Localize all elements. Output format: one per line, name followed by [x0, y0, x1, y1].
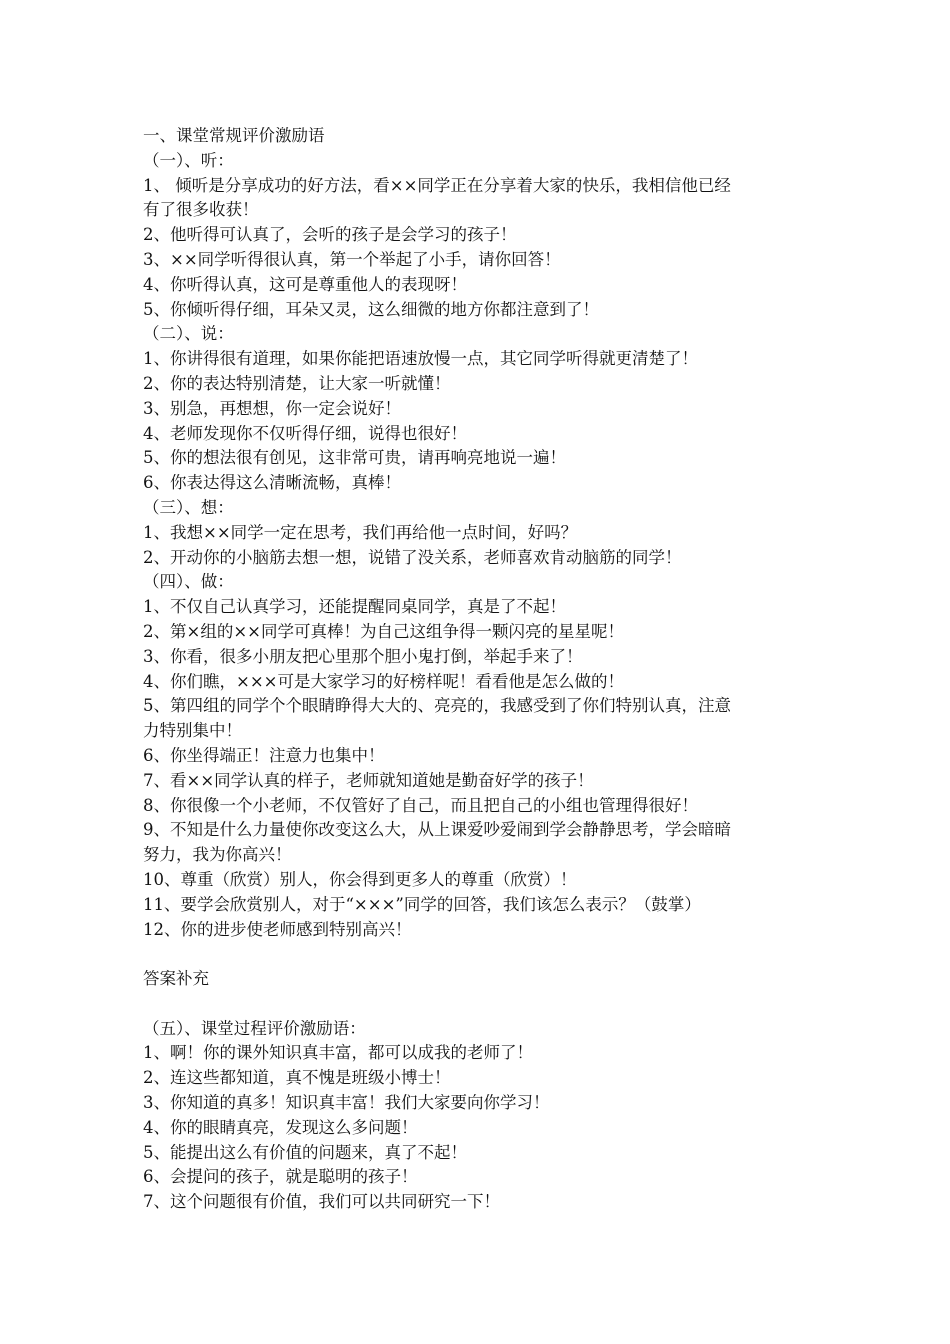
list-item: 4、你们瞧，×××可是大家学习的好榜样呢！看看他是怎么做的！: [143, 671, 624, 691]
list-item: 10、尊重（欣赏）别人，你会得到更多人的尊重（欣赏）！: [143, 869, 577, 889]
section-heading-listen: （一）、听：: [143, 150, 234, 170]
list-item: 11、要学会欣赏别人，对于“×××”同学的回答，我们该怎么表示？（鼓掌）: [143, 894, 701, 914]
list-item: 力特别集中！: [143, 721, 242, 741]
list-item: 5、你的想法很有创见，这非常可贵，请再响亮地说一遍！: [143, 448, 566, 468]
section-heading-speak: （二）、说：: [143, 324, 234, 344]
list-item: 5、你倾听得仔细，耳朵又灵，这么细微的地方你都注意到了！: [143, 299, 599, 319]
list-item: 7、这个问题很有价值，我们可以共同研究一下！: [143, 1192, 500, 1212]
list-item: 4、你听得认真，这可是尊重他人的表现呀！: [143, 274, 467, 294]
list-item: 3、你看，很多小朋友把心里那个胆小鬼打倒，举起手来了！: [143, 646, 583, 666]
list-item: 3、别急，再想想，你一定会说好！: [143, 398, 401, 418]
spacer: [143, 992, 811, 1017]
list-item: 7、看××同学认真的样子，老师就知道她是勤奋好学的孩子！: [143, 770, 594, 790]
section-heading-process: （五）、课堂过程评价激励语：: [143, 1018, 366, 1038]
list-item: 12、你的进步使老师感到特别高兴！: [143, 919, 412, 939]
list-item: 3、你知道的真多！知识真丰富！我们大家要向你学习！: [143, 1093, 550, 1113]
list-item: 6、你表达得这么清晰流畅，真棒！: [143, 473, 401, 493]
list-item: 6、你坐得端正！注意力也集中！: [143, 745, 385, 765]
list-item: 6、会提问的孩子，就是聪明的孩子！: [143, 1167, 418, 1187]
list-item: 2、第×组的××同学可真棒！为自己这组争得一颗闪亮的星星呢！: [143, 621, 624, 641]
list-item: 1、不仅自己认真学习，还能提醒同桌同学，真是了不起！: [143, 597, 566, 617]
list-item: 9、不知是什么力量使你改变这么大，从上课爱吵爱闹到学会静静思考，学会暗暗: [143, 820, 731, 840]
list-item: 5、第四组的同学个个眼睛睁得大大的、亮亮的，我感受到了你们特别认真，注意: [143, 696, 731, 716]
spacer: [143, 942, 811, 967]
list-item: 4、你的眼睛真亮，发现这么多问题！: [143, 1117, 418, 1137]
list-item: 1、 倾听是分享成功的好方法，看××同学正在分享着大家的快乐，我相信他已经: [143, 175, 731, 195]
list-item: 1、我想××同学一定在思考，我们再给他一点时间，好吗？: [143, 522, 578, 542]
supplement-label: 答案补充: [143, 969, 209, 989]
section-heading-do: （四）、做：: [143, 572, 234, 592]
list-item: 3、××同学听得很认真，第一个举起了小手，请你回答！: [143, 249, 561, 269]
list-item: 2、他听得可认真了，会听的孩子是会学习的孩子！: [143, 225, 517, 245]
list-item: 2、开动你的小脑筋去想一想，说错了没关系，老师喜欢肯动脑筋的同学！: [143, 547, 682, 567]
list-item: 4、老师发现你不仅听得仔细，说得也很好！: [143, 423, 467, 443]
document-title: 一、课堂常规评价激励语: [143, 126, 325, 145]
list-item: 有了很多收获！: [143, 200, 259, 220]
list-item: 1、你讲得很有道理，如果你能把语速放慢一点，其它同学听得就更清楚了！: [143, 349, 698, 369]
list-item: 1、啊！你的课外知识真丰富，都可以成我的老师了！: [143, 1043, 533, 1063]
list-item: 5、能提出这么有价值的问题来，真了不起！: [143, 1142, 467, 1162]
list-item: 努力，我为你高兴！: [143, 845, 292, 865]
document-page: [143, 124, 811, 1215]
section-heading-think: （三）、想：: [143, 497, 234, 517]
list-item: 2、连这些都知道，真不愧是班级小博士！: [143, 1068, 451, 1088]
list-item: 8、你很像一个小老师，不仅管好了自己，而且把自己的小组也管理得很好！: [143, 795, 698, 815]
list-item: 2、你的表达特别清楚，让大家一听就懂！: [143, 373, 451, 393]
